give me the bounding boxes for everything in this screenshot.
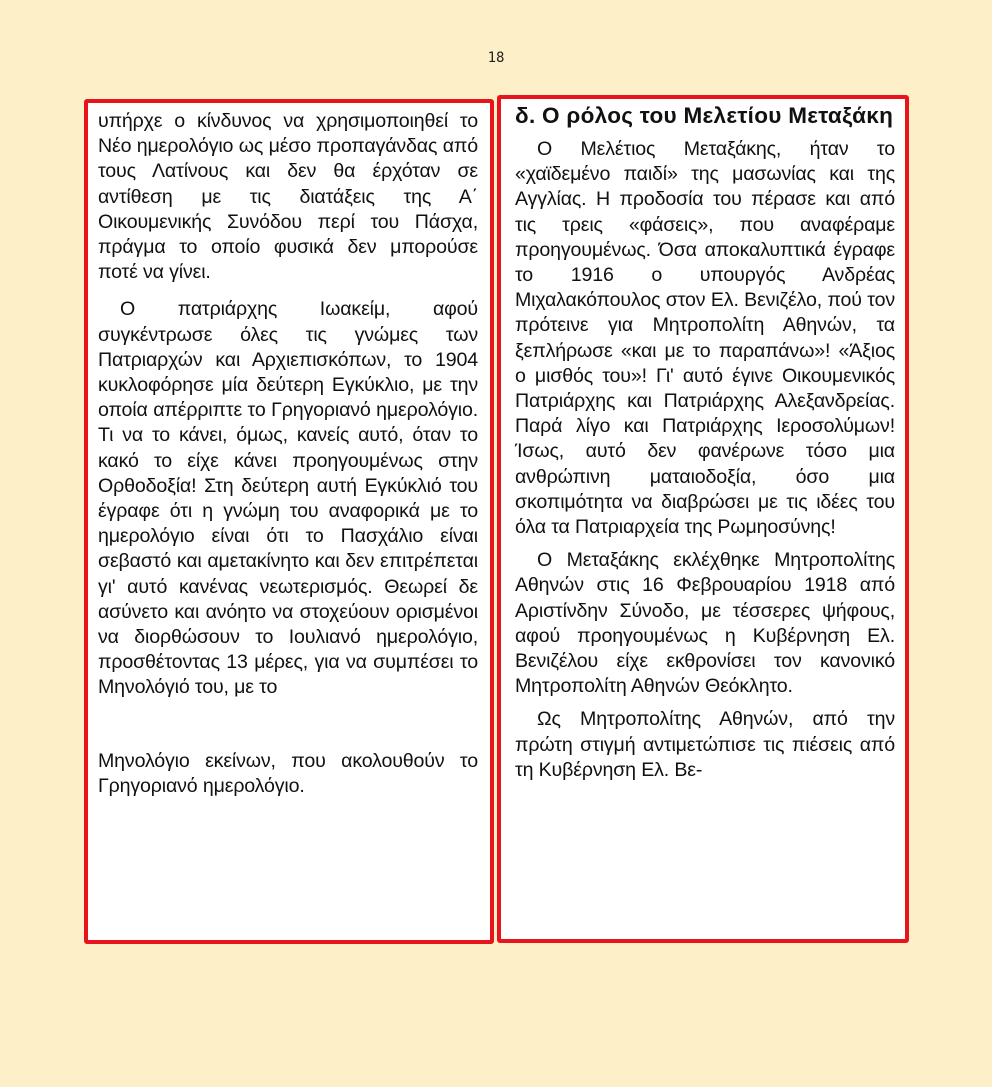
right-paragraph-3: Ως Μητροπολίτης Αθηνών, από την πρώτη στιγμή αντιμετώπισε τις πιέσεις από τη Κυβέρνηση Ελ. Βε- [515, 708, 895, 781]
left-paragraph-1: υπήρχε ο κίνδυνος να χρησιμοποιηθεί το Νέο ημερολόγιο ως μέσο προπαγάνδας από τους Λατίνους και δεν θα έρχόταν σε αντίθεση με τις διατάξεις της Α΄ Οικουμενικής Συνόδου περί του Πάσχα, πράγμα το οποίο φυσικά δεν μπορούσε ποτέ να γίνει. [98, 110, 478, 284]
left-paragraph-2: Ο πατριάρχης Ιωακείμ, αφού συγκέντρωσε όλες τις γνώμες των Πατριαρχών και Αρχιεπισκόπων, το 1904 κυκλοφόρησε μία δεύτερη Εγκύκλιο, με την οποία απέρριπτε το Γρηγοριανό ημερολόγιο. Τι να το κάνει, όμως, κανείς αυτό, όταν το κακό το είχε κάνει προηγουμένως στην Ορθοδοξία! Στη δεύτερη αυτή Εγκύκλιό του έγραφε ότι η γνώμη του αναφορικά με το ημερολόγιο είναι ότι το Πασχάλιο είναι σεβαστό και αμετακίνητο και δεν επιτρέπεται γι' αυτό κανένας νεωτερισμός. Θεωρεί δε ασύνετο και ανόητο να στοχεύουν ορισμένοι να διορθώσουν το Ιουλιανό ημερολόγιο, προσθέτοντας 13 μέρες, για να συμπέσει το Μηνολόγιό του, με το [98, 298, 478, 699]
section-heading: δ. Ο ρόλος του Μελετίου Μεταξάκη [515, 103, 894, 128]
right-text-column [497, 95, 909, 943]
right-paragraph-2: Ο Μεταξάκης εκλέχθηκε Μητροπολίτης Αθηνών στις 16 Φεβρουαρίου 1918 από Αριστίνδην Σύνοδο, με τέσσερες ψήφους, αφού προηγουμένως η Κυβέρνηση Ελ. Βενιζέλου είχε εκθρονίσει τον κανονικό Μητροπολίτη Αθηνών Θεόκλητο. [515, 549, 895, 698]
left-paragraph-3: Μηνολόγιο εκείνων, που ακολουθούν το Γρηγοριανό ημερολόγιο. [98, 749, 478, 797]
right-paragraph-1: Ο Μελέτιος Μεταξάκης, ήταν το «χαϊδεμένο παιδί» της μασωνίας και της Αγγλίας. Η προδοσία του πέρασε και από τις τρεις «φάσεις», που αναφέραμε προηγουμένως. Όσα αποκαλυπτικά έγραφε το 1916 ο υπουργός Ανδρέας Μιχαλακόπουλος στον Ελ. Βενιζέλο, πού τον πρότεινε για Μητροπολίτη Αθηνών, τα ξεπλήρωσε «και με το παραπάνω»! «Άξιος ο μισθός του»! Γι' αυτό έγινε Οικουμενικός Πατριάρχης και Πατριάρχης Αλεξανδρείας. Παρά λίγο και Πατριάρχης Ιεροσολύμων! Ίσως, αυτό δεν φανέρωνε τόσο μια ανθρώπινη ματαιοδοξία, όσο μια σκοπιμότητα να διαβρώσει με τις ιδέες του όλα τα Πατριαρχεία της Ρωμηοσύνης! [515, 138, 895, 539]
left-text-column [84, 99, 494, 944]
page-number: 18 [487, 50, 505, 66]
